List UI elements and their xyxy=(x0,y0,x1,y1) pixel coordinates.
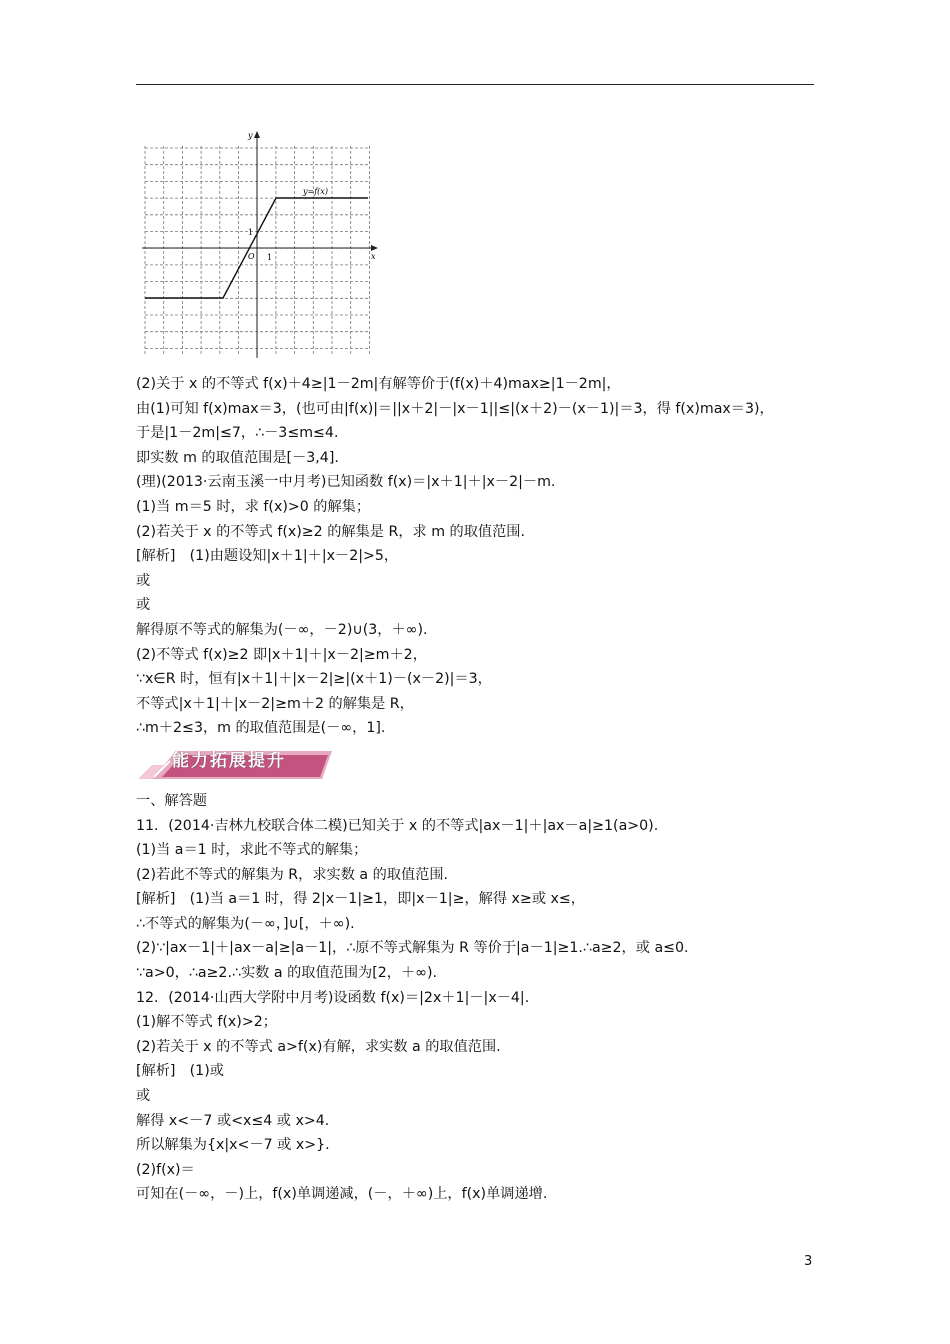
section-banner xyxy=(136,741,336,781)
text-line: ∴m＋2≤3，m 的取值范围是(－∞，1]. xyxy=(136,720,386,737)
text-line: 一、解答题 xyxy=(136,792,207,809)
text-line: (2)若此不等式的解集为 R，求实数 a 的取值范围. xyxy=(136,866,449,883)
text-line: 或 xyxy=(136,1088,151,1105)
text-line: 可知在(－∞，－)上，f(x)单调递减，(－，＋∞)上，f(x)单调递增. xyxy=(136,1186,548,1203)
text-line: 或 xyxy=(136,597,151,614)
origin-label: O xyxy=(248,252,255,261)
text-line: (2)关于 x 的不等式 f(x)＋4≥|1－2m|有解等价于(f(x)＋4)max≥|1－2m|， xyxy=(136,376,621,392)
y-unit-label: 1 xyxy=(248,228,254,237)
text-line: ∴不等式的解集为(－∞，]∪[，＋∞). xyxy=(136,915,355,932)
text-line: 即实数 m 的取值范围是[－3,4]. xyxy=(136,449,339,466)
text-line: [解析] (1)由题设知|x＋1|＋|x－2|>5， xyxy=(136,548,399,565)
text-line: 不等式|x＋1|＋|x－2|≥m＋2 的解集是 R， xyxy=(136,695,414,712)
function-graph xyxy=(140,128,380,360)
text-line: (理)(2013·云南玉溪一中月考)已知函数 f(x)＝|x＋1|＋|x－2|－m. xyxy=(136,474,556,491)
text-line: 11．(2014·吉林九校联合体二模)已知关于 x 的不等式|ax－1|＋|ax－a|≥1(a>0). xyxy=(136,817,659,834)
document-body xyxy=(136,372,826,1207)
x-unit-label: 1 xyxy=(267,253,273,262)
text-line: (1)当 m＝5 时，求 f(x)>0 的解集； xyxy=(136,498,371,515)
text-line: 由(1)可知 f(x)max＝3，(也可由|f(x)|＝||x＋2|－|x－1||≤|(x＋2)－(x－1)|＝3，得 f(x)max＝3)， xyxy=(136,400,774,417)
page-number: 3 xyxy=(804,1254,813,1269)
header-rule xyxy=(136,84,814,85)
text-line: [解析] (1)当 a＝1 时，得 2|x－1|≥1，即|x－1|≥，解得 x≥或 x≤， xyxy=(136,891,585,908)
y-axis-label: y xyxy=(248,131,253,140)
text-line: ∵a>0，∴a≥2.∴实数 a 的取值范围为[2，＋∞). xyxy=(136,965,438,982)
text-line: (1)解不等式 f(x)>2； xyxy=(136,1014,277,1031)
text-line: 12．(2014·山西大学附中月考)设函数 f(x)＝|2x＋1|－|x－4|. xyxy=(136,989,530,1006)
text-line: (2)∵|ax－1|＋|ax－a|≥|a－1|，∴原不等式解集为 R 等价于|a－1|≥1.∴a≥2，或 a≤0. xyxy=(136,940,689,957)
curve-label: y=f(x) xyxy=(303,187,328,196)
text-line: (2)若关于 x 的不等式 f(x)≥2 的解集是 R，求 m 的取值范围. xyxy=(136,523,526,540)
text-line: (1)当 a＝1 时，求此不等式的解集； xyxy=(136,842,368,859)
function-graph-svg xyxy=(140,128,380,360)
text-line: 或 xyxy=(136,572,151,589)
text-line: ∵x∈R 时，恒有|x＋1|＋|x－2|≥|(x＋1)－(x－2)|＝3， xyxy=(136,671,492,688)
text-line: [解析] (1)或 xyxy=(136,1063,224,1080)
text-line: (2)不等式 f(x)≥2 即|x＋1|＋|x－2|≥m＋2， xyxy=(136,646,427,663)
text-line: 于是|1－2m|≤7，∴－3≤m≤4. xyxy=(136,425,339,442)
text-line: 解得 x<－7 或<x≤4 或 x>4. xyxy=(136,1112,330,1129)
banner-title: 能力拓展提升 xyxy=(172,750,286,771)
text-line: 所以解集为{x|x<－7 或 x>}. xyxy=(136,1137,330,1154)
text-line: (2)f(x)＝ xyxy=(136,1161,195,1178)
x-axis-label: x xyxy=(371,252,376,261)
text-line: (2)若关于 x 的不等式 a>f(x)有解，求实数 a 的取值范围. xyxy=(136,1038,501,1055)
text-line: 解得原不等式的解集为(－∞，－2)∪(3，＋∞). xyxy=(136,621,428,638)
